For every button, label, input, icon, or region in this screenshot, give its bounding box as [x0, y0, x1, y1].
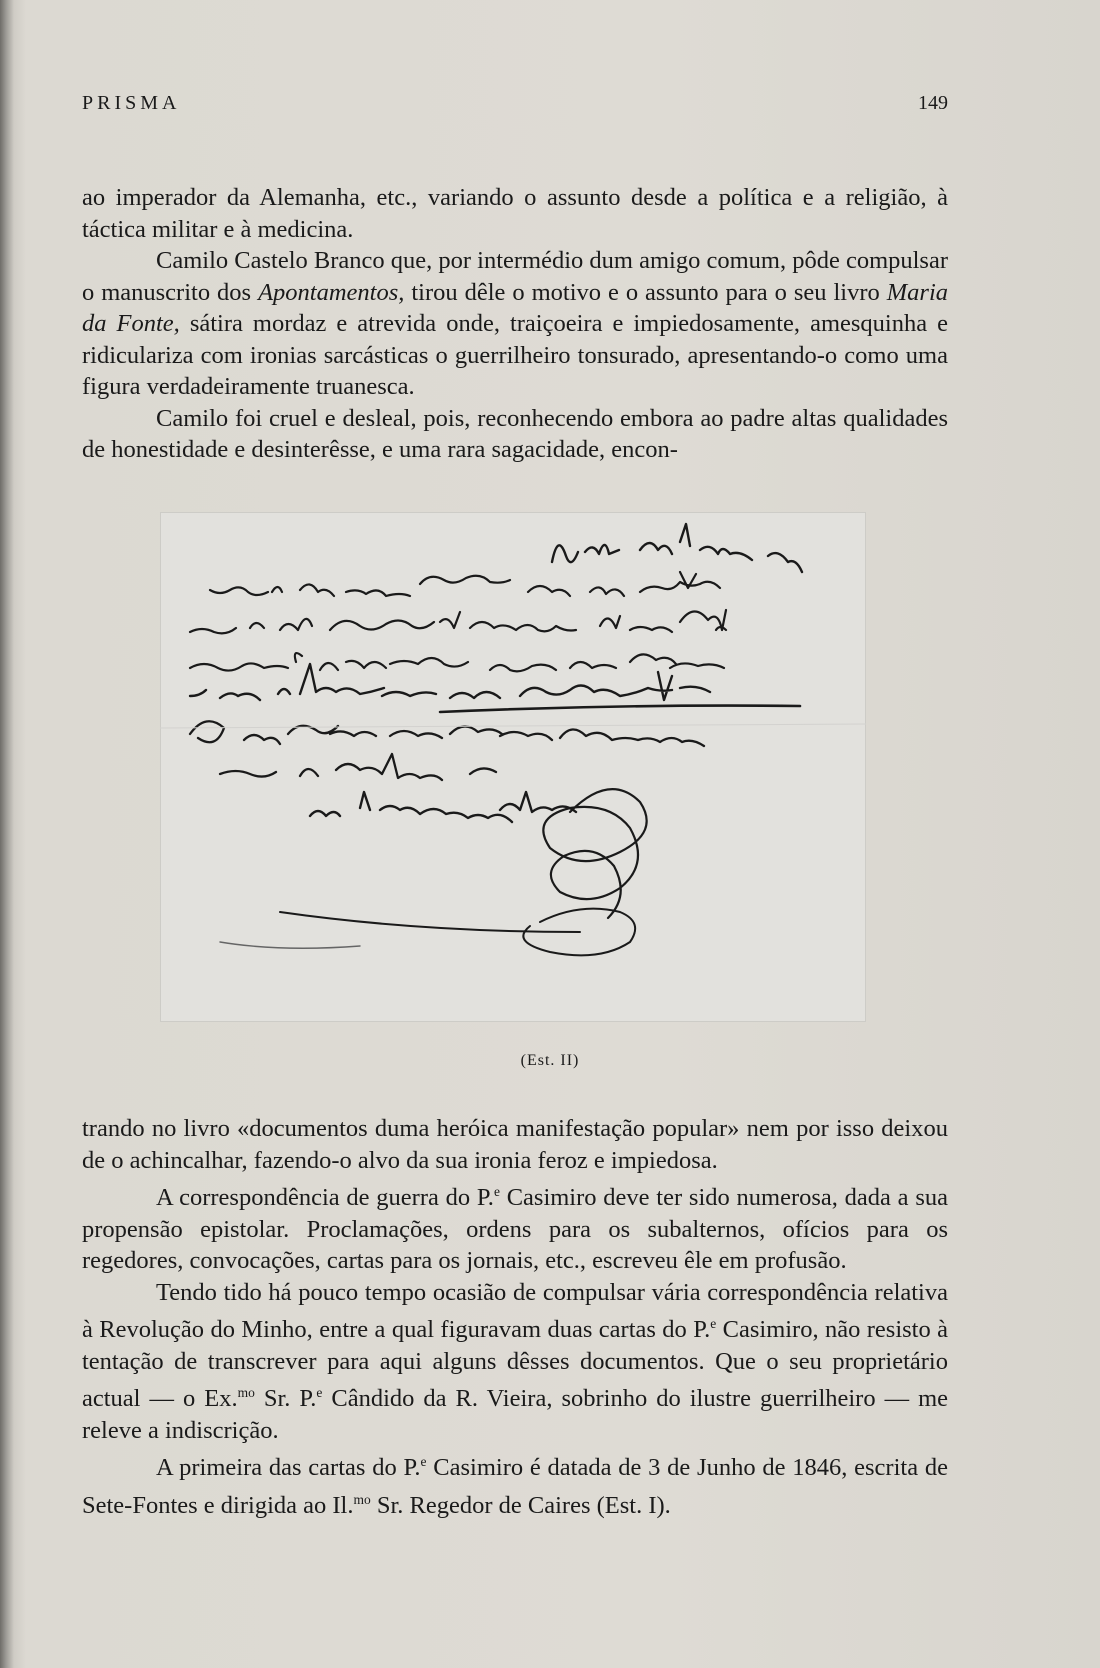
page-number: 149: [918, 92, 948, 114]
text-run: Casimiro, não resisto à tentação de transcrever para aqui alguns dêsses documentos. Que o seu proprietário actual — o Ex.: [82, 1316, 948, 1413]
superscript: e: [316, 1385, 323, 1401]
text-run: sátira mordaz e atrevida onde, traiçoeira e impiedosamente, amesquinha e ridiculariza com ironias sarcásticas o guerrilheiro tonsurado, apresentando-o como uma figura verdadeiramente truanesca.: [82, 310, 948, 400]
superscript: mo: [353, 1492, 371, 1508]
bottom-text-block: [82, 1113, 948, 1522]
paragraph: [82, 403, 948, 466]
superscript: e: [710, 1316, 717, 1332]
superscript: e: [493, 1184, 500, 1199]
paragraph: [82, 1176, 948, 1277]
text-run: trando no livro «documentos duma heróica manifestação popular» nem por isso deixou de o achincalhar, fazendo-o alvo da sua ironia feroz e impiedosa.: [82, 1115, 948, 1174]
text-run: Sr. P.: [254, 1385, 317, 1413]
superscript: mo: [237, 1385, 255, 1401]
italic-title: Maria da Fonte,: [82, 278, 948, 337]
journal-title: PRISMA: [82, 92, 181, 114]
text-run: Camilo Castelo Branco que, por intermédio dum amigo comum, pôde compulsar o manuscrito dos: [82, 247, 949, 306]
text-run: ao imperador da Alemanha, etc., variando o assunto desde a política e a religião, à táctica militar e à medicina.: [82, 184, 948, 243]
paragraph: [82, 1446, 948, 1521]
text-run: A correspondência de guerra do P.: [156, 1184, 494, 1212]
text-run: A primeira das cartas do P.: [156, 1454, 421, 1482]
figure-caption: (Est. II): [520, 1052, 580, 1069]
text-run: Camilo foi cruel e desleal, pois, reconhecendo embora ao padre altas qualidades de honestidade e desinterêsse, e uma rara sagacidade, encon-: [82, 404, 948, 463]
paragraph: [82, 245, 948, 403]
text-run: Tendo tido há pouco tempo ocasião de compulsar vária correspondência relativa à Revolução do Minho, entre a qual figuravam duas cartas do P.: [82, 1278, 948, 1344]
paragraph: [82, 1113, 948, 1176]
manuscript-letter-image: [160, 512, 866, 1022]
paragraph: [82, 1277, 948, 1447]
paragraph: [82, 182, 948, 245]
top-text-block: [82, 182, 948, 466]
text-run: Casimiro deve ter sido numerosa, dada a sua propensão epistolar. Proclamações, ordens para os subalternos, ofícios para os regedores, convocações, cartas para os jornais, etc., escreveu êle em profusão.: [82, 1184, 948, 1275]
text-run: Sr. Regedor de Caires (Est. I).: [370, 1492, 671, 1520]
text-run: tirou dêle o motivo e o assunto para o seu livro: [404, 278, 887, 306]
superscript: e: [420, 1454, 427, 1470]
running-head: [82, 92, 948, 120]
italic-title: Apontamentos,: [258, 278, 405, 306]
handwriting-illustration: [160, 512, 866, 1022]
text-run: Casimiro é datada de 3 de Junho de 1846, escrita de Sete-Fontes e dirigida ao Il.: [82, 1454, 948, 1520]
text-run: Cândido da R. Vieira, sobrinho do ilustre guerrilheiro — me releve a indiscrição.: [82, 1385, 949, 1444]
